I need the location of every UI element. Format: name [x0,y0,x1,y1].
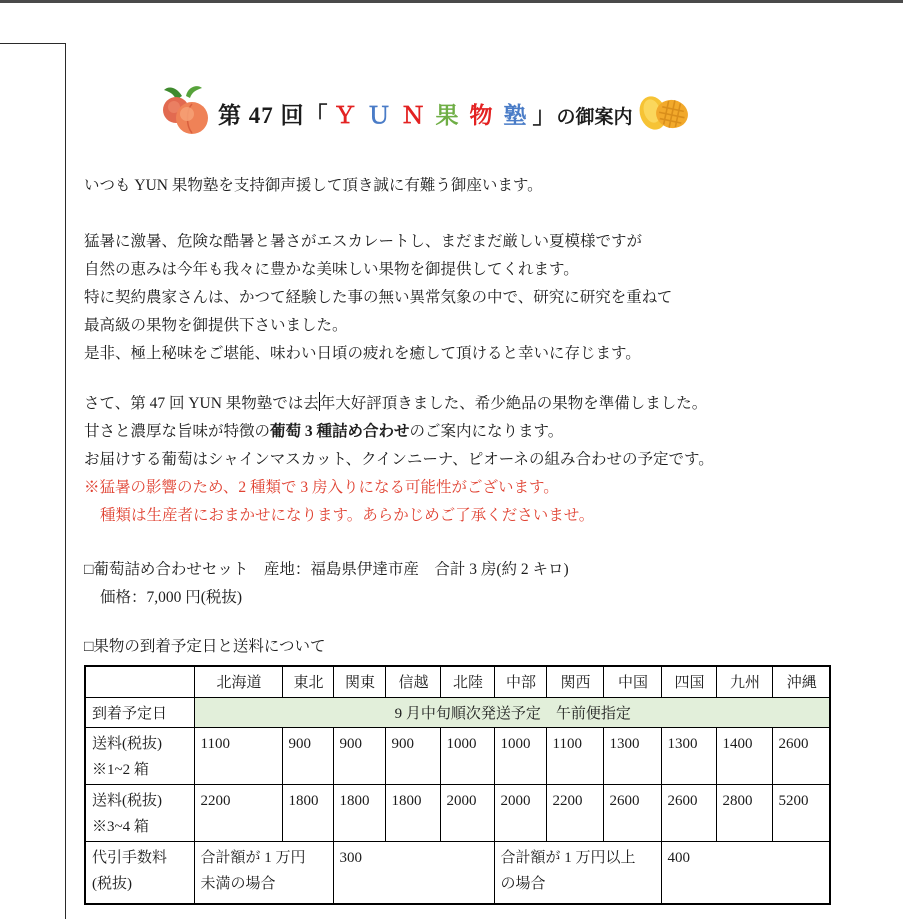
cod-row-label: 代引手数料 (税抜) [85,842,194,905]
header-region: 九州 [716,666,772,698]
arrival-label-cell: 到着予定日 [85,698,194,728]
fee-cell: 1100 [194,728,282,785]
header-region: 北海道 [194,666,282,698]
fee-cell: 900 [333,728,385,785]
document-title-row [84,84,832,142]
title-char-juku: 塾 [503,102,528,128]
fee-cell: 1800 [333,785,385,842]
intro-line-4: 最高級の果物を御提供下さいました。 [84,317,348,334]
title-bracket: 」 [532,102,557,128]
page-top-edge [0,43,65,44]
title-prefix: 第 47 回「 [218,102,329,128]
bold-product-name: 葡萄 3 種詰め合わせ [270,423,410,440]
title-suffix: の御案内 [556,106,633,128]
fee-cell: 900 [282,728,333,785]
arrival-value-cell: 9 月中旬順次発送予定 午前便指定 [194,698,830,728]
title-char-ka: 果 [435,102,460,128]
title-char-mono: 物 [469,102,494,128]
fee-cell: 1100 [546,728,603,785]
caution-note-2: 種類は生産者におまかせになります。あらかじめご了承くださいませ。 [100,507,595,524]
fee-cell: 1300 [603,728,661,785]
header-region: 関東 [333,666,385,698]
cod-condition-under: 合計額が 1 万円 未満の場合 [194,842,333,905]
fee-cell: 1000 [494,728,546,785]
shipping-table [84,665,831,905]
fee-cell: 2600 [603,785,661,842]
fee-cell: 1800 [385,785,440,842]
title-letter-y: Ｙ [333,102,358,128]
header-region: 中国 [603,666,661,698]
announcement-line-2: 甘さと濃厚な旨味が特徴の葡萄 3 種詰め合わせのご案内になります。 [84,423,564,440]
mango-icon [639,89,689,138]
caution-note-1: ※猛暑の影響のため、2 種類で 3 房入りになる可能性がございます。 [84,479,559,496]
document-page[interactable] [84,0,832,905]
title-letter-n: Ｎ [401,102,426,128]
fee-cell: 2200 [194,785,282,842]
header-region: 信越 [385,666,440,698]
header-region: 沖縄 [772,666,830,698]
title-letter-u: Ｕ [367,102,392,128]
cod-condition-over: 合計額が 1 万円以上 の場合 [494,842,661,905]
greeting-line: いつも YUN 果物塾を支持御声援して頂き誠に有難う御座います。 [84,177,543,194]
fee-row-label: 送料(税抜) ※1~2 箱 [85,728,194,785]
fee-cell: 2000 [440,785,494,842]
fee-cell: 2600 [772,728,830,785]
header-region: 中部 [494,666,546,698]
cod-fee-row [85,842,830,905]
page-left-edge [65,43,66,919]
fee-cell: 1000 [440,728,494,785]
product-summary-line: □葡萄詰め合わせセット 産地：福島県伊達市産 合計 3 房(約 2 キロ) [84,561,569,578]
intro-line-2: 自然の恵みは今年も我々に豊かな美味しい果物を御提供してくれます。 [84,261,579,278]
intro-line-5: 是非、極上秘味をご堪能、味わい日頃の疲れを癒して頂けると幸いに存じます。 [84,345,641,362]
fee-cell: 900 [385,728,440,785]
cod-fee-over: 400 [661,842,830,905]
fee-cell: 2800 [716,785,772,842]
header-region: 北陸 [440,666,494,698]
announcement-line-3: お届けする葡萄はシャインマスカット、クインニーナ、ピオーネの組み合わせの予定です。 [84,451,714,468]
header-region: 関西 [546,666,603,698]
table-header-row [85,666,830,698]
fee-cell: 2600 [661,785,716,842]
fee-row-label: 送料(税抜) ※3~4 箱 [85,785,194,842]
fee-cell: 5200 [772,785,830,842]
fee-cell: 2000 [494,785,546,842]
header-region: 四国 [661,666,716,698]
peaches-icon [162,84,210,143]
header-empty-cell [85,666,194,698]
header-region: 東北 [282,666,333,698]
arrival-date-row [85,698,830,728]
cod-fee-under: 300 [333,842,494,905]
shipping-fee-row-3-4 [85,785,830,842]
page-title [218,97,633,130]
fee-cell: 1400 [716,728,772,785]
fee-cell: 1300 [661,728,716,785]
fee-cell: 2200 [546,785,603,842]
shipping-section-heading: □果物の到着予定日と送料について [84,638,326,655]
product-price-line: 価格：7,000 円(税抜) [100,589,243,606]
announcement-line-1: さて、第 47 回 YUN 果物塾では去年大好評頂きました、希少絶品の果物を準備しました。 [84,390,832,418]
intro-line-1: 猛暑に激暑、危険な酷暑と暑さがエスカレートし、まだまだ厳しい夏模様ですが [84,233,643,250]
shipping-fee-row-1-2 [85,728,830,785]
intro-line-3: 特に契約農家さんは、かつて経験した事の無い異常気象の中で、研究に研究を重ねて [84,289,673,306]
fee-cell: 1800 [282,785,333,842]
